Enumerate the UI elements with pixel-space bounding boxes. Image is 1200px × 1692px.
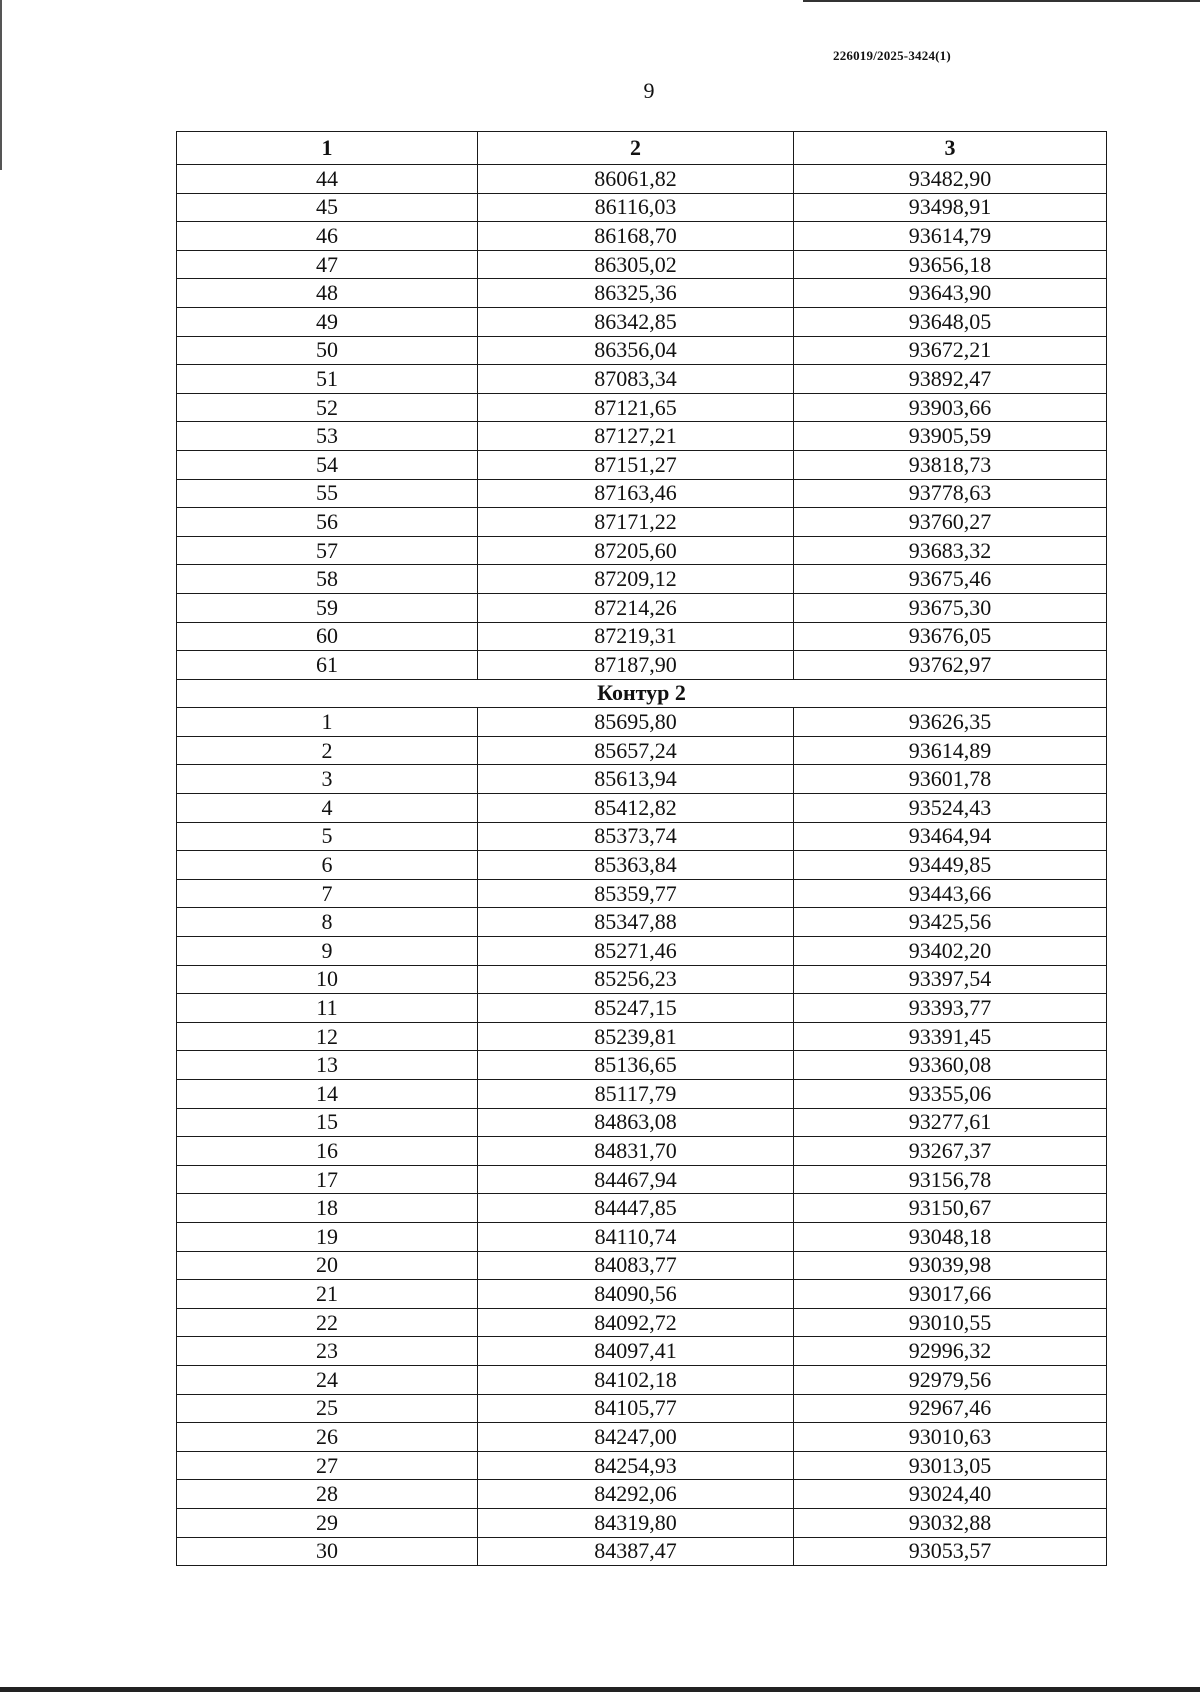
coordinate-y-cell: 93010,63 [794, 1423, 1107, 1452]
coordinate-y-cell: 93760,27 [794, 508, 1107, 537]
coordinate-x-cell: 84387,47 [478, 1537, 794, 1566]
table-row [177, 1022, 1107, 1051]
table-row [177, 1365, 1107, 1394]
coordinates-table [176, 131, 1107, 1566]
table-row [177, 736, 1107, 765]
coordinate-y-cell: 93017,66 [794, 1280, 1107, 1309]
coordinate-y-cell: 93449,85 [794, 851, 1107, 880]
table-row [177, 1308, 1107, 1337]
point-number-cell: 45 [177, 193, 478, 222]
point-number-cell: 5 [177, 822, 478, 851]
coordinate-x-cell: 85136,65 [478, 1051, 794, 1080]
point-number-cell: 56 [177, 508, 478, 537]
point-number-cell: 24 [177, 1365, 478, 1394]
coordinate-x-cell: 86305,02 [478, 250, 794, 279]
table-row [177, 1137, 1107, 1166]
point-number-cell: 26 [177, 1423, 478, 1452]
column-header-1: 1 [177, 132, 478, 165]
coordinate-x-cell: 85247,15 [478, 994, 794, 1023]
coordinate-x-cell: 84247,00 [478, 1423, 794, 1452]
coordinate-y-cell: 93672,21 [794, 336, 1107, 365]
column-header-2: 2 [478, 132, 794, 165]
point-number-cell: 60 [177, 622, 478, 651]
coordinate-y-cell: 93402,20 [794, 937, 1107, 966]
point-number-cell: 15 [177, 1108, 478, 1137]
table-row [177, 622, 1107, 651]
coordinate-x-cell: 84319,80 [478, 1508, 794, 1537]
coordinate-x-cell: 84292,06 [478, 1480, 794, 1509]
point-number-cell: 50 [177, 336, 478, 365]
table-row [177, 222, 1107, 251]
point-number-cell: 9 [177, 937, 478, 966]
coordinate-y-cell: 93355,06 [794, 1080, 1107, 1109]
coordinate-x-cell: 87187,90 [478, 651, 794, 680]
point-number-cell: 49 [177, 307, 478, 336]
coordinate-y-cell: 93762,97 [794, 651, 1107, 680]
table-row [177, 1508, 1107, 1537]
point-number-cell: 14 [177, 1080, 478, 1109]
section-row [177, 679, 1107, 708]
table-row [177, 651, 1107, 680]
table-row [177, 279, 1107, 308]
table-row [177, 1080, 1107, 1109]
coordinate-x-cell: 85695,80 [478, 708, 794, 737]
table-row [177, 965, 1107, 994]
document-id: 226019/2025-3424(1) [833, 48, 951, 63]
table-row [177, 536, 1107, 565]
coordinate-x-cell: 87121,65 [478, 393, 794, 422]
table-row [177, 765, 1107, 794]
coordinate-x-cell: 85117,79 [478, 1080, 794, 1109]
section-label: Контур 2 [177, 679, 1107, 708]
point-number-cell: 19 [177, 1222, 478, 1251]
coordinate-y-cell: 93464,94 [794, 822, 1107, 851]
coordinate-x-cell: 86342,85 [478, 307, 794, 336]
table-row [177, 879, 1107, 908]
coordinate-x-cell: 85363,84 [478, 851, 794, 880]
point-number-cell: 12 [177, 1022, 478, 1051]
coordinate-x-cell: 87214,26 [478, 593, 794, 622]
coordinate-y-cell: 93903,66 [794, 393, 1107, 422]
table-row [177, 1394, 1107, 1423]
table-row [177, 1280, 1107, 1309]
coordinate-y-cell: 93643,90 [794, 279, 1107, 308]
coordinate-x-cell: 85657,24 [478, 736, 794, 765]
point-number-cell: 1 [177, 708, 478, 737]
table-row [177, 250, 1107, 279]
coordinate-y-cell: 93360,08 [794, 1051, 1107, 1080]
coordinate-x-cell: 85412,82 [478, 794, 794, 823]
table-row [177, 794, 1107, 823]
point-number-cell: 22 [177, 1308, 478, 1337]
table-row [177, 450, 1107, 479]
coordinate-y-cell: 93648,05 [794, 307, 1107, 336]
table-row [177, 1537, 1107, 1566]
table-row [177, 851, 1107, 880]
coordinate-y-cell: 93601,78 [794, 765, 1107, 794]
coordinate-y-cell: 93053,57 [794, 1537, 1107, 1566]
coordinate-y-cell: 93267,37 [794, 1137, 1107, 1166]
coordinate-x-cell: 87205,60 [478, 536, 794, 565]
point-number-cell: 59 [177, 593, 478, 622]
table-row [177, 565, 1107, 594]
table-row [177, 393, 1107, 422]
table-row [177, 593, 1107, 622]
point-number-cell: 23 [177, 1337, 478, 1366]
point-number-cell: 51 [177, 365, 478, 394]
coordinate-y-cell: 92996,32 [794, 1337, 1107, 1366]
coordinate-x-cell: 87127,21 [478, 422, 794, 451]
coordinate-y-cell: 93393,77 [794, 994, 1107, 1023]
table-row [177, 193, 1107, 222]
table-row [177, 994, 1107, 1023]
column-header-3: 3 [794, 132, 1107, 165]
coordinate-x-cell: 84097,41 [478, 1337, 794, 1366]
coordinate-y-cell: 93676,05 [794, 622, 1107, 651]
coordinate-y-cell: 93818,73 [794, 450, 1107, 479]
coordinate-x-cell: 84467,94 [478, 1165, 794, 1194]
point-number-cell: 21 [177, 1280, 478, 1309]
point-number-cell: 8 [177, 908, 478, 937]
point-number-cell: 2 [177, 736, 478, 765]
coordinate-y-cell: 92979,56 [794, 1365, 1107, 1394]
table-row [177, 1194, 1107, 1223]
coordinate-y-cell: 93425,56 [794, 908, 1107, 937]
coordinate-y-cell: 93013,05 [794, 1451, 1107, 1480]
coordinate-y-cell: 93656,18 [794, 250, 1107, 279]
coordinate-x-cell: 85271,46 [478, 937, 794, 966]
table-row [177, 1423, 1107, 1452]
point-number-cell: 29 [177, 1508, 478, 1537]
coordinate-x-cell: 85613,94 [478, 765, 794, 794]
table-row [177, 1051, 1107, 1080]
coordinate-y-cell: 93524,43 [794, 794, 1107, 823]
coordinate-y-cell: 93498,91 [794, 193, 1107, 222]
point-number-cell: 54 [177, 450, 478, 479]
coordinate-x-cell: 87219,31 [478, 622, 794, 651]
point-number-cell: 55 [177, 479, 478, 508]
coordinate-x-cell: 86116,03 [478, 193, 794, 222]
coordinate-x-cell: 84092,72 [478, 1308, 794, 1337]
scan-edge-bottom [0, 1687, 1200, 1692]
coordinate-x-cell: 86325,36 [478, 279, 794, 308]
coordinate-y-cell: 93277,61 [794, 1108, 1107, 1137]
table-row [177, 1337, 1107, 1366]
coordinate-y-cell: 93675,46 [794, 565, 1107, 594]
coordinate-y-cell: 93778,63 [794, 479, 1107, 508]
coordinate-x-cell: 87171,22 [478, 508, 794, 537]
table-row [177, 1222, 1107, 1251]
coordinate-x-cell: 84090,56 [478, 1280, 794, 1309]
coordinate-y-cell: 93626,35 [794, 708, 1107, 737]
coordinate-x-cell: 84863,08 [478, 1108, 794, 1137]
table-row [177, 908, 1107, 937]
coordinate-y-cell: 93391,45 [794, 1022, 1107, 1051]
point-number-cell: 11 [177, 994, 478, 1023]
point-number-cell: 28 [177, 1480, 478, 1509]
coordinate-y-cell: 93905,59 [794, 422, 1107, 451]
table-row [177, 307, 1107, 336]
coordinate-y-cell: 93683,32 [794, 536, 1107, 565]
table-row [177, 336, 1107, 365]
point-number-cell: 3 [177, 765, 478, 794]
coordinate-y-cell: 93048,18 [794, 1222, 1107, 1251]
coordinate-x-cell: 87163,46 [478, 479, 794, 508]
point-number-cell: 44 [177, 165, 478, 194]
coordinate-x-cell: 85256,23 [478, 965, 794, 994]
coordinate-x-cell: 84102,18 [478, 1365, 794, 1394]
table-row [177, 1251, 1107, 1280]
coordinate-x-cell: 84831,70 [478, 1137, 794, 1166]
coordinate-x-cell: 87151,27 [478, 450, 794, 479]
table-row [177, 1165, 1107, 1194]
coordinate-x-cell: 84254,93 [478, 1451, 794, 1480]
point-number-cell: 61 [177, 651, 478, 680]
point-number-cell: 47 [177, 250, 478, 279]
point-number-cell: 20 [177, 1251, 478, 1280]
point-number-cell: 46 [177, 222, 478, 251]
point-number-cell: 13 [177, 1051, 478, 1080]
coordinate-y-cell: 93150,67 [794, 1194, 1107, 1223]
coordinate-x-cell: 84447,85 [478, 1194, 794, 1223]
table-row [177, 479, 1107, 508]
point-number-cell: 25 [177, 1394, 478, 1423]
coordinate-y-cell: 92967,46 [794, 1394, 1107, 1423]
point-number-cell: 18 [177, 1194, 478, 1223]
point-number-cell: 10 [177, 965, 478, 994]
coordinate-y-cell: 93397,54 [794, 965, 1107, 994]
table-row [177, 822, 1107, 851]
coordinate-y-cell: 93892,47 [794, 365, 1107, 394]
coordinate-x-cell: 85359,77 [478, 879, 794, 908]
coordinate-y-cell: 93614,79 [794, 222, 1107, 251]
coordinate-x-cell: 85373,74 [478, 822, 794, 851]
point-number-cell: 4 [177, 794, 478, 823]
coordinate-x-cell: 85239,81 [478, 1022, 794, 1051]
point-number-cell: 6 [177, 851, 478, 880]
coordinate-x-cell: 87209,12 [478, 565, 794, 594]
coordinate-y-cell: 93039,98 [794, 1251, 1107, 1280]
coordinate-y-cell: 93156,78 [794, 1165, 1107, 1194]
point-number-cell: 58 [177, 565, 478, 594]
point-number-cell: 27 [177, 1451, 478, 1480]
point-number-cell: 57 [177, 536, 478, 565]
scan-edge-top [803, 0, 1200, 2]
point-number-cell: 48 [177, 279, 478, 308]
coordinate-x-cell: 86168,70 [478, 222, 794, 251]
coordinate-x-cell: 84110,74 [478, 1222, 794, 1251]
table-row [177, 508, 1107, 537]
coordinate-x-cell: 86356,04 [478, 336, 794, 365]
coordinate-y-cell: 93675,30 [794, 593, 1107, 622]
coordinate-y-cell: 93010,55 [794, 1308, 1107, 1337]
table-row [177, 365, 1107, 394]
point-number-cell: 53 [177, 422, 478, 451]
table-row [177, 937, 1107, 966]
coordinate-y-cell: 93032,88 [794, 1508, 1107, 1537]
table-row [177, 422, 1107, 451]
table-row [177, 708, 1107, 737]
table-row [177, 1108, 1107, 1137]
coordinate-x-cell: 84105,77 [478, 1394, 794, 1423]
coordinate-x-cell: 86061,82 [478, 165, 794, 194]
point-number-cell: 30 [177, 1537, 478, 1566]
table-row [177, 1480, 1107, 1509]
point-number-cell: 7 [177, 879, 478, 908]
point-number-cell: 52 [177, 393, 478, 422]
coordinate-y-cell: 93024,40 [794, 1480, 1107, 1509]
table-row [177, 165, 1107, 194]
page-number: 9 [643, 78, 655, 103]
coordinate-y-cell: 93614,89 [794, 736, 1107, 765]
coordinate-y-cell: 93443,66 [794, 879, 1107, 908]
point-number-cell: 16 [177, 1137, 478, 1166]
table-row [177, 1451, 1107, 1480]
coordinate-x-cell: 85347,88 [478, 908, 794, 937]
coordinate-x-cell: 87083,34 [478, 365, 794, 394]
coordinate-x-cell: 84083,77 [478, 1251, 794, 1280]
table-header-row [177, 132, 1107, 165]
coordinate-y-cell: 93482,90 [794, 165, 1107, 194]
point-number-cell: 17 [177, 1165, 478, 1194]
table-body [177, 165, 1107, 1566]
